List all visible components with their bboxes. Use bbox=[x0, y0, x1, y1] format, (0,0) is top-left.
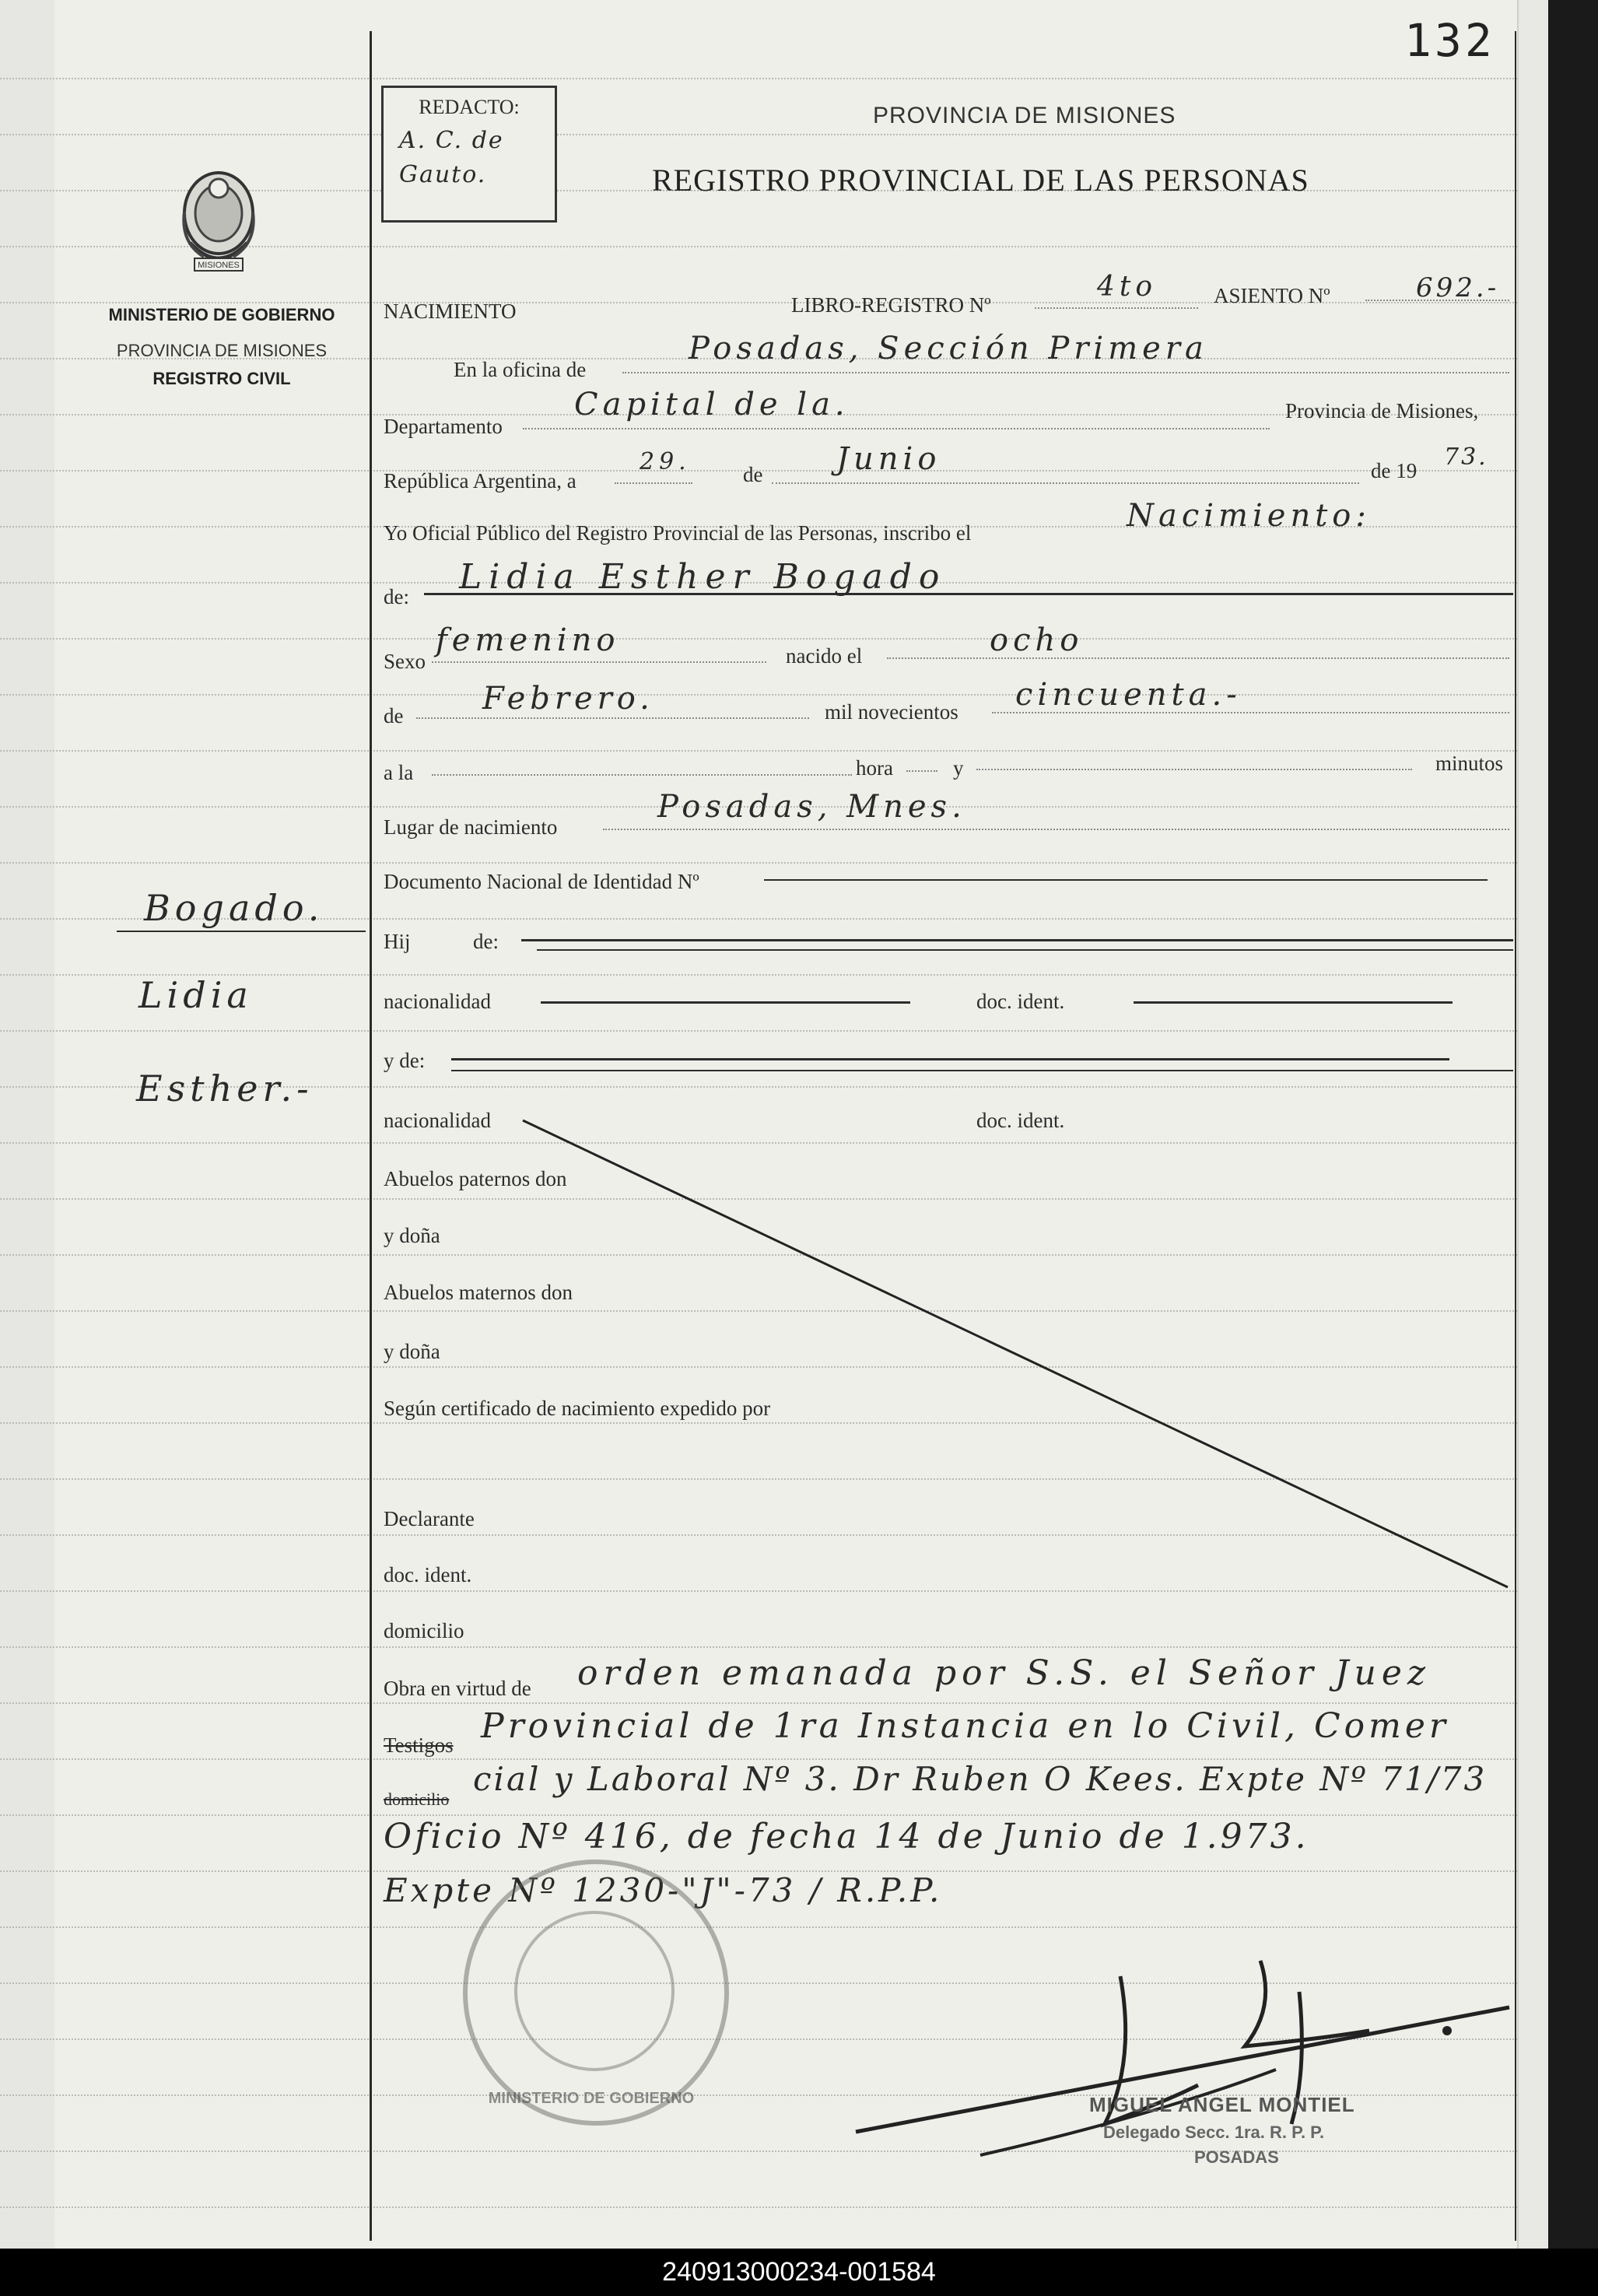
asiento-value: 692.- bbox=[1416, 272, 1500, 303]
dni-label: Documento Nacional de Identidad Nº bbox=[384, 870, 699, 893]
nacido-value: ocho bbox=[990, 622, 1084, 658]
record-type: NACIMIENTO bbox=[384, 300, 517, 323]
margin-first-name: Lidia bbox=[138, 974, 253, 1016]
obra-line3: cial y Laboral Nº 3. Dr Ruben O Kees. Expte Nº 71/73 bbox=[473, 1760, 1488, 1798]
doc-ident3-label: doc. ident. bbox=[384, 1563, 472, 1586]
obra-line2: Provincial de 1ra Instancia en lo Civil, Comer bbox=[481, 1706, 1449, 1746]
de-label: de bbox=[743, 463, 763, 486]
libro-value: 4to bbox=[1097, 271, 1158, 303]
stamp-city: POSADAS bbox=[1194, 2147, 1279, 2167]
hora-label: hora bbox=[856, 756, 893, 780]
nacionalidad2-label: nacionalidad bbox=[384, 1109, 491, 1132]
margin-second-name: Esther.- bbox=[136, 1067, 314, 1109]
lugar-value: Posadas, Mnes. bbox=[657, 789, 966, 825]
month-value: Junio bbox=[836, 441, 941, 477]
official-signature bbox=[840, 1945, 1525, 2179]
sexo-label: Sexo bbox=[384, 650, 426, 673]
sexo-value: femenino bbox=[436, 622, 620, 658]
seal-caption: MISIONES bbox=[198, 261, 240, 270]
ydona2-label: y doña bbox=[384, 1340, 440, 1363]
year-label: de 19 bbox=[1371, 459, 1418, 482]
stamp-title: Delegado Secc. 1ra. R. P. P. bbox=[1103, 2122, 1325, 2142]
departamento-value: Capital de la. bbox=[574, 387, 850, 422]
mil-label: mil novecientos bbox=[825, 700, 958, 724]
ministry-line1: MINISTERIO DE GOBIERNO bbox=[108, 305, 335, 324]
abuelos-paternos-label: Abuelos paternos don bbox=[384, 1167, 567, 1190]
person-name: Lidia Esther Bogado bbox=[459, 557, 947, 597]
round-seal-text: MINISTERIO DE GOBIERNO bbox=[488, 2090, 695, 2107]
image-id-footer: 240913000234-001584 bbox=[0, 2249, 1598, 2296]
doc-ident2-label: doc. ident. bbox=[976, 1109, 1065, 1132]
round-seal-stamp bbox=[463, 1860, 729, 2126]
obra-line5: Expte Nº 1230-"J"-73 / R.P.P. bbox=[384, 1871, 943, 1909]
nacido-label: nacido el bbox=[786, 644, 863, 668]
testigos-label: Testigos bbox=[384, 1733, 454, 1757]
ministry-line2: PROVINCIA DE MISIONES bbox=[116, 341, 328, 360]
provincia-label: Provincia de Misiones, bbox=[1285, 399, 1479, 422]
ministry-line3: REGISTRO CIVIL bbox=[152, 369, 291, 388]
mil-value: cincuenta.- bbox=[1015, 677, 1242, 713]
birth-month-value: Febrero. bbox=[482, 681, 654, 717]
margin-surname: Bogado. bbox=[144, 887, 324, 929]
asiento-label: ASIENTO Nº bbox=[1214, 284, 1330, 307]
obra-line1: orden emanada por S.S. el Señor Juez bbox=[577, 1653, 1432, 1693]
lugar-label: Lugar de nacimiento bbox=[384, 815, 558, 839]
oficina-value: Posadas, Sección Primera bbox=[689, 331, 1208, 366]
hij-label: Hij bbox=[384, 930, 411, 953]
redacto-signature: A. C. de Gauto. bbox=[399, 127, 504, 188]
redacto-title: REDACTO: bbox=[419, 96, 520, 118]
page-number: 132 bbox=[1404, 14, 1495, 67]
birth-month-label: de bbox=[384, 704, 404, 727]
day-value: 29. bbox=[640, 448, 691, 475]
hij-de-label: de: bbox=[473, 930, 499, 953]
doc-ident-label: doc. ident. bbox=[976, 990, 1065, 1013]
name-de-label: de: bbox=[384, 585, 409, 608]
year-value: 73. bbox=[1444, 443, 1488, 471]
minutos-label: minutos bbox=[1435, 752, 1504, 775]
stamp-name: MIGUEL ANGEL MONTIEL bbox=[1089, 2093, 1355, 2116]
obra-line4: Oficio Nº 416, de fecha 14 de Junio de 1.973. bbox=[384, 1817, 1309, 1856]
domicilio-label: domicilio bbox=[384, 1619, 464, 1642]
obra-label: Obra en virtud de bbox=[384, 1677, 531, 1700]
departamento-label: Departamento bbox=[384, 415, 503, 438]
ala-label: a la bbox=[384, 761, 414, 784]
ydona1-label: y doña bbox=[384, 1224, 440, 1247]
libro-label: LIBRO-REGISTRO Nº bbox=[791, 293, 991, 317]
abuelos-maternos-label: Abuelos maternos don bbox=[384, 1281, 573, 1304]
yo-label: Yo Oficial Público del Registro Provincial de las Personas, inscribo el bbox=[384, 521, 972, 545]
yde-label: y de: bbox=[384, 1049, 426, 1072]
registry-heading: REGISTRO PROVINCIAL DE LAS PERSONAS bbox=[652, 163, 1309, 198]
y-label: y bbox=[953, 756, 964, 780]
segun-label: Según certificado de nacimiento expedido por bbox=[384, 1397, 771, 1420]
declarante-label: Declarante bbox=[384, 1507, 475, 1530]
nacionalidad-label: nacionalidad bbox=[384, 990, 491, 1013]
yo-value: Nacimiento: bbox=[1127, 498, 1371, 534]
domicilio2-label: domicilio bbox=[384, 1789, 450, 1809]
province-heading: PROVINCIA DE MISIONES bbox=[873, 103, 1176, 128]
oficina-label: En la oficina de bbox=[454, 358, 587, 381]
republica-label: República Argentina, a bbox=[384, 469, 576, 493]
